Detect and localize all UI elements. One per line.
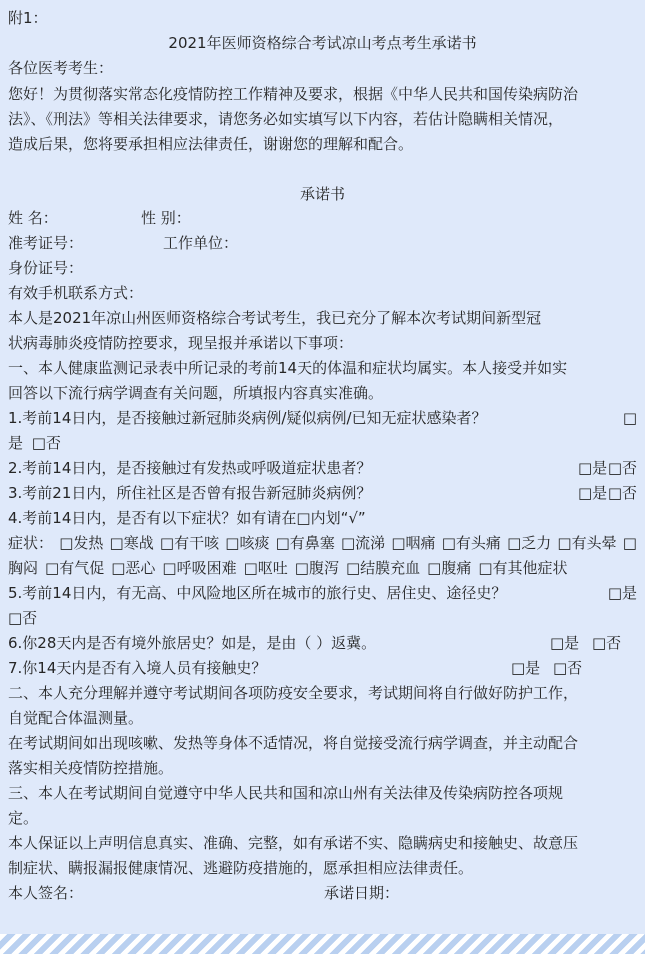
id-number-label: 身份证号： [8,259,84,277]
symptoms-row-2 [8,556,637,581]
question-4: 4.考前14日内，是否有以下症状？如有请在□内划“√” [8,509,366,527]
symptom-fatigue[interactable]: □乏力 [507,534,552,552]
gender-field-label: 性 别： [141,209,191,227]
question-7-no-option[interactable]: □否 [553,659,583,677]
section3-line-1: 三、本人在考试期间自觉遵守中华人民共和国和凉山州有关法律及传染病防控各项规 [8,784,564,802]
section2-line-3: 在考试期间如出现咳嗽、发热等身体不适情况，将自觉接受流行病学调查，并主动配合 [8,734,579,752]
guarantee-line-1: 本人保证以上声明信息真实、准确、完整，如有承诺不实、隐瞒病史和接触史、故意压 [8,834,579,852]
question-1-answers [8,431,637,456]
symptom-nausea[interactable]: □恶心 [111,559,156,577]
symptom-chills[interactable]: □寒战 [109,534,154,552]
section2-line-2: 自觉配合体温测量。 [8,709,144,727]
statement-line-1: 本人是2021年凉山州医师资格综合考试考生，我已充分了解本次考试期间新型冠 [8,309,542,327]
question-6 [8,631,637,656]
question-3-yes-option[interactable]: □是 [578,484,608,502]
symptom-shortness-of-breath[interactable]: □有气促 [45,559,105,577]
work-unit-label: 工作单位： [163,234,239,252]
question-6-text: 6.你28天内是否有境外旅居史？如是，是由（ ）返冀。 [8,634,377,652]
question-3-no-option[interactable]: □否 [607,484,637,502]
question-3 [8,481,637,506]
intro-line-2: 法》、《刑法》等相关法律要求，请您务必如实填写以下内容，若估计隐瞒相关情况， [8,110,564,128]
question-3-text: 3.考前21日内，所住社区是否曾有报告新冠肺炎病例？ [8,484,372,502]
question-5 [8,581,637,606]
intro-line-3: 造成后果，您将要承担相应法律责任，谢谢您的理解和配合。 [8,135,414,153]
symptom-fever[interactable]: □发热 [59,534,104,552]
greeting: 各位医考考生： [8,59,114,77]
section2-line-1: 二、本人充分理解并遵守考试期间各项防疫安全要求，考试期间将自行做好防护工作， [8,684,579,702]
name-field-label: 姓 名： [8,209,58,227]
symptom-breathing-difficulty[interactable]: □呼吸困难 [162,559,237,577]
symptom-headache[interactable]: □有头痛 [441,534,501,552]
question-2-no-option[interactable]: □否 [607,459,637,477]
question-6-no-option[interactable]: □否 [592,634,622,652]
question-7-text: 7.你14天内是否有入境人员有接触史？ [8,659,267,677]
decorative-stripe-border [0,934,645,954]
question-2 [8,456,637,481]
symptom-dizziness[interactable]: □有头晕 [557,534,617,552]
annex-label: 附1： [8,9,48,27]
phone-label: 有效手机联系方式： [8,284,144,302]
exam-number-label: 准考证号： [8,234,84,252]
symptoms-row-1 [8,531,637,556]
symptom-dry-cough[interactable]: □有干咳 [159,534,220,552]
section2-line-4: 落实相关疫情防控措施。 [8,759,174,777]
intro-line-1: 您好！为贯彻落实常态化疫情防控工作精神及要求，根据《中华人民共和国传染病防治 [8,85,579,103]
symptom-vomiting[interactable]: □呕吐 [243,559,288,577]
question-1-no-option[interactable]: □否 [31,434,61,452]
question-7-yes-option[interactable]: □是 [511,659,541,677]
section3-line-2: 定。 [8,809,39,827]
symptom-abdominal-pain[interactable]: □腹痛 [427,559,472,577]
symptom-diarrhea[interactable]: □腹泻 [294,559,339,577]
symptom-nasal-congestion[interactable]: □有鼻塞 [275,534,335,552]
symptom-chest-tightness-checkbox[interactable]: □ [622,534,637,552]
document-title: 2021年医师资格综合考试凉山考点考生承诺书 [168,34,477,52]
statement-line-2: 状病毒肺炎疫情防控要求，现呈报并承诺以下事项： [8,334,354,352]
question-5-no-option[interactable]: □否 [8,609,38,627]
date-label: 承诺日期： [324,884,400,902]
section1-line-1: 一、本人健康监测记录表中所记录的考前14天的体温和症状均属实。本人接受并如实 [8,359,568,377]
question-1 [8,406,637,431]
question-1-yes-checkbox[interactable]: □ [622,409,637,427]
symptom-phlegm[interactable]: □咳痰 [225,534,270,552]
question-2-text: 2.考前14日内，是否接触过有发热或呼吸道症状患者？ [8,459,372,477]
guarantee-line-2: 制症状、瞒报漏报健康情况、逃避防疫措施的，愿承担相应法律责任。 [8,859,474,877]
symptom-runny-nose[interactable]: □流涕 [340,534,386,552]
signature-label: 本人签名： [8,884,84,902]
question-6-yes-option[interactable]: □是 [550,634,580,652]
symptom-sore-throat[interactable]: □咽痛 [391,534,436,552]
symptom-conjunctival-congestion[interactable]: □结膜充血 [345,559,421,577]
symptom-other[interactable]: □有其他症状 [478,559,568,577]
question-7 [8,656,637,681]
symptoms-label: 症状： [8,534,54,552]
section1-line-2: 回答以下流行病学调查有关问题，所填报内容真实准确。 [8,384,384,402]
question-2-yes-option[interactable]: □是 [578,459,608,477]
question-1-yes-label: 是 [8,434,24,452]
question-5-yes-option[interactable]: □是 [607,584,637,602]
question-1-text: 1.考前14日内，是否接触过新冠肺炎病例/疑似病例/已知无症状感染者？ [8,409,487,427]
symptom-chest-tightness-label: 胸闷 [8,559,39,577]
question-5-text: 5.考前14日内，有无高、中风险地区所在城市的旅行史、居住史、途径史？ [8,584,507,602]
pledge-subtitle: 承诺书 [299,185,345,203]
